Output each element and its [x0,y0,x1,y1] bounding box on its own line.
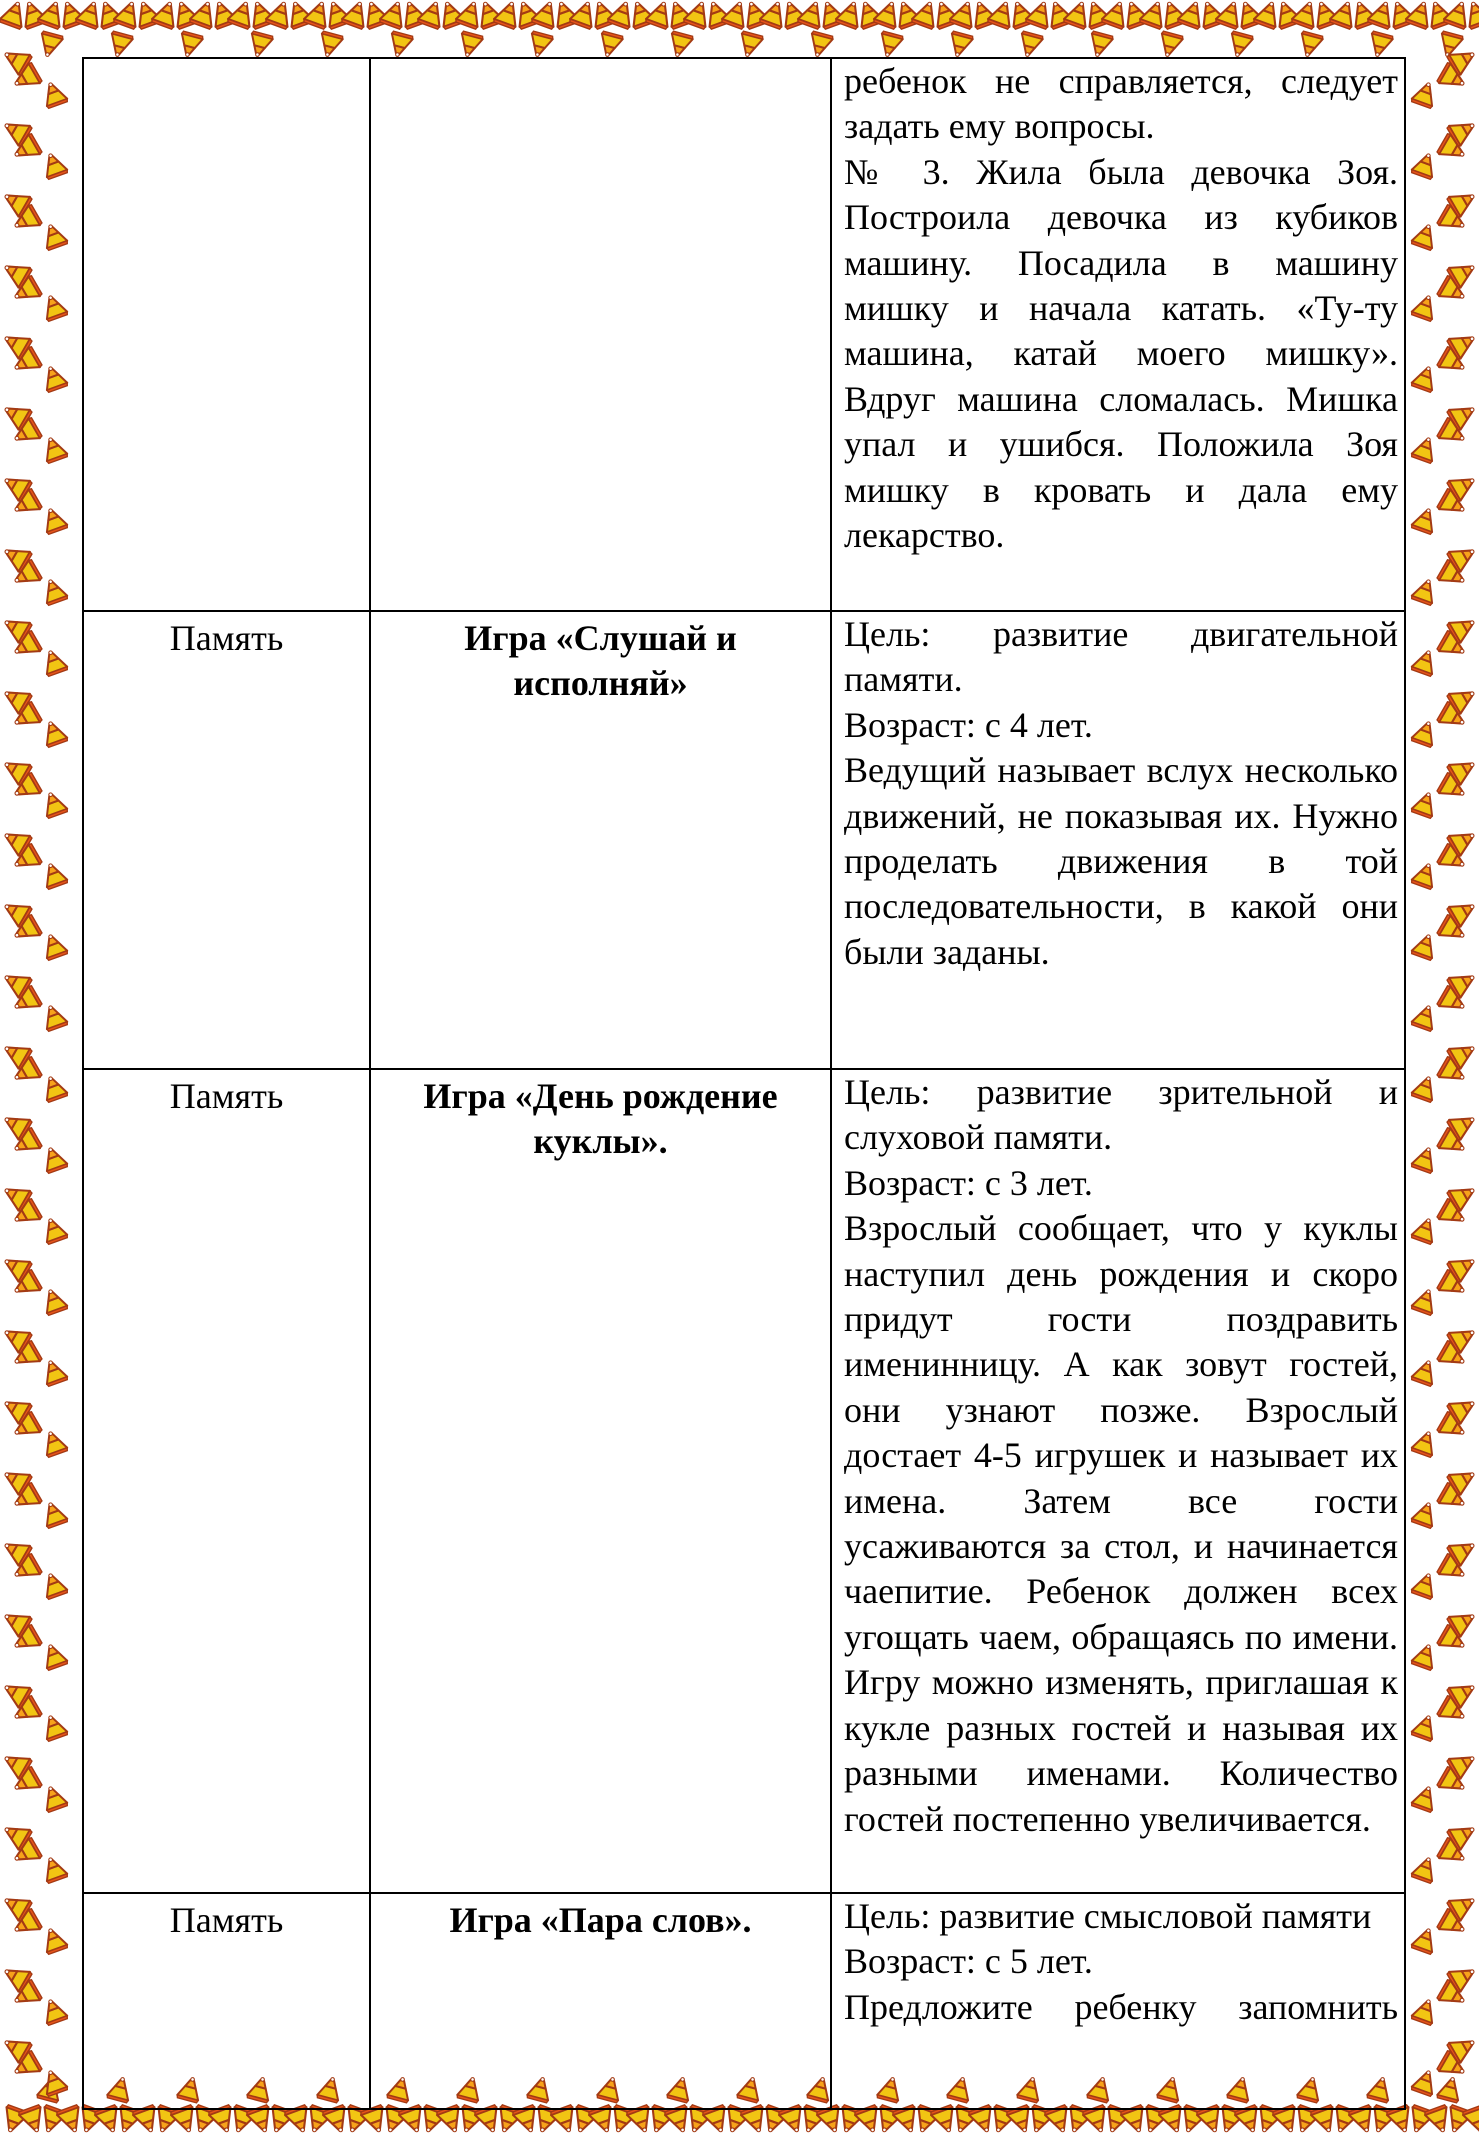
candy-corn-icon [667,31,694,59]
candy-corn-icon [1411,150,1439,179]
candy-corn-icon [40,1002,68,1031]
candy-corn-icon [645,0,675,30]
candy-corn-icon [40,79,68,108]
candy-corn-icon [683,0,713,30]
candy-corn-icon [341,0,371,30]
candy-corn-icon [1025,0,1055,30]
candy-corn-icon [387,31,414,59]
candy-corn-icon [40,1215,68,1244]
description-cell [831,1069,1405,1893]
candy-corn-icon [607,0,637,30]
candy-corn-icon [379,0,409,30]
candy-corn-icon [1424,2104,1454,2134]
category-cell: Память [83,611,370,1069]
candy-corn-icon [947,31,974,59]
candy-corn-icon [1411,1712,1439,1741]
game-cell: Игра «Пара слов». [370,1893,831,2109]
candy-corn-icon [177,31,204,59]
table-row [83,611,1405,1069]
candy-corn-icon [987,0,1017,30]
candy-corn-icon [1411,1286,1439,1315]
candy-corn-icon [40,789,68,818]
candy-corn-icon [1411,1499,1439,1528]
description-paragraph: Цель: развитие зрительной и слуховой памяти. [844,1072,1398,1158]
candy-corn-icon [737,31,764,59]
description-paragraph: Взрослый сообщает, что у куклы наступил день рождения и скоро придут гости поздравить именинницу. А как зовут гостей, они узнают позже. Взрослый достает 4-5 игрушек и называет их имена. Затем все гости усаживаются за стол, и начинается чаепитие. Ребенок должен всех угощать чаем, обращаясь по имени. Игру можно изменять, приглашая к кукле разных гостей и называя их разными именами. Количество гостей постепенно увеличивается. [844,1208,1398,1839]
candy-corn-icon [40,647,68,676]
candy-corn-icon [569,0,599,30]
candy-corn-icon [721,0,751,30]
candy-corn-icon [40,1286,68,1315]
candy-corn-icon [40,1499,68,1528]
candy-corn-icon [1411,576,1439,605]
candy-corn-icon [247,31,274,59]
candy-corn-icon [527,31,554,59]
candy-corn-icon [1411,1570,1439,1599]
candy-corn-icon [1411,1073,1439,1102]
description-paragraph: Цель: развитие смысловой памяти [844,1896,1372,1936]
candy-corn-icon [417,0,447,30]
candy-corn-icon [1411,1641,1439,1670]
candy-corn-icon [1253,0,1283,30]
candy-corn-icon [40,860,68,889]
game-cell: Игра «Слушай и исполняй» [370,611,831,1069]
description-paragraph: № 3. Жила была девочка Зоя. Построила девочка из кубиков машину. Посадила в машину мишку и начала катать. «Ту-ту машина, катай моего мишку». Вдруг машина сломалась. Мишка упал и ушибся. Положила Зоя мишку в кровать и дала ему лекарство. [844,151,1398,556]
candy-corn-icon [113,0,143,30]
candy-corn-icon [40,1357,68,1386]
table-row [83,58,1405,611]
candy-corn-icon [1177,0,1207,30]
candy-corn-icon [40,1854,68,1883]
candy-corn-icon [40,931,68,960]
category-cell [83,58,370,611]
candy-corn-icon [1297,31,1324,59]
candy-corn-icon [1063,0,1093,30]
candy-corn-icon [40,292,68,321]
description-paragraph: Возраст: с 4 лет. [844,704,1093,745]
candy-corn-icon [797,0,827,30]
category-cell: Память [83,1893,370,2109]
candy-corn-icon [40,1925,68,1954]
candy-corn-icon [455,0,485,30]
category-cell: Память [83,1069,370,1893]
description-cell [831,611,1405,1069]
candy-corn-icon [877,31,904,59]
candy-corn-icon [759,0,789,30]
candy-corn-icon [317,31,344,59]
candy-corn-icon [151,0,181,30]
candy-corn-icon [1411,860,1439,889]
candy-corn-icon [531,0,561,30]
candy-corn-icon [1411,221,1439,250]
candy-corn-icon [1411,1925,1439,1954]
candy-corn-icon [265,0,295,30]
candy-corn-icon [37,0,67,30]
description-paragraph: Цель: развитие двигательной памяти. [844,614,1398,700]
description-paragraph: Возраст: с 3 лет. [844,1162,1093,1203]
candy-corn-icon [1139,0,1169,30]
candy-corn-icon [40,1428,68,1457]
candy-corn-icon [1017,31,1044,59]
candy-corn-icon [1411,789,1439,818]
candy-corn-icon [1411,718,1439,747]
candy-corn-icon [873,0,903,30]
candy-corn-icon [40,363,68,392]
candy-corn-icon [0,0,29,30]
candy-corn-icon [493,0,523,30]
candy-corn-icon [1411,1428,1439,1457]
games-table [82,57,1406,2110]
description-paragraph: Предложите ребенку запомнить [844,1986,1398,2027]
candy-corn-icon [37,31,64,59]
candy-corn-icon [40,1073,68,1102]
candy-corn-icon [40,1641,68,1670]
table-row [83,1069,1405,1893]
candy-corn-icon [107,31,134,59]
candy-corn-icon [1227,31,1254,59]
game-cell [370,58,831,611]
description-paragraph: ребенок не справляется, следует задать ему вопросы. [844,61,1398,147]
candy-corn-icon [40,1996,68,2025]
candy-corn-icon [1087,31,1114,59]
candy-corn-icon [949,0,979,30]
candy-corn-icon [227,0,257,30]
candy-corn-icon [1437,2075,1464,2103]
description-paragraph: Ведущий называет вслух несколько движений, не показывая их. Нужно проделать движения в той последовательности, в какой они были заданы. [844,750,1398,972]
description-cell [831,58,1405,611]
candy-corn-icon [40,576,68,605]
candy-corn-icon [1411,79,1439,108]
candy-corn-icon [1411,2067,1439,2096]
candy-corn-icon [1291,0,1321,30]
candy-corn-icon [1411,931,1439,960]
candy-corn-icon [40,434,68,463]
candy-corn-icon [1329,0,1359,30]
candy-corn-icon [18,2104,48,2134]
candy-corn-icon [1411,1996,1439,2025]
candy-corn-icon [1367,31,1394,59]
candy-corn-icon [1367,0,1397,30]
candy-corn-icon [1411,1854,1439,1883]
candy-corn-icon [1411,1215,1439,1244]
candy-corn-icon [911,0,941,30]
candy-corn-icon [1411,363,1439,392]
candy-corn-icon [1411,1002,1439,1031]
candy-corn-icon [457,31,484,59]
candy-corn-icon [1411,292,1439,321]
candy-corn-icon [75,0,105,30]
table-row [83,1893,1405,2109]
candy-corn-icon [1411,434,1439,463]
candy-corn-icon [1443,0,1473,30]
candy-corn-icon [40,505,68,534]
candy-corn-icon [1157,31,1184,59]
candy-corn-icon [1405,0,1435,30]
candy-corn-icon [40,150,68,179]
candy-corn-icon [40,1783,68,1812]
candy-corn-icon [40,718,68,747]
candy-corn-icon [1411,1357,1439,1386]
candy-corn-icon [40,1570,68,1599]
candy-corn-icon [1411,1144,1439,1173]
candy-corn-icon [1411,647,1439,676]
candy-corn-icon [303,0,333,30]
description-paragraph: Возраст: с 5 лет. [844,1941,1093,1982]
candy-corn-icon [40,1144,68,1173]
description-cell [831,1893,1405,2109]
game-cell: Игра «День рождение куклы». [370,1069,831,1893]
candy-corn-icon [40,221,68,250]
candy-corn-icon [1411,505,1439,534]
candy-corn-icon [597,31,624,59]
candy-corn-icon [40,1712,68,1741]
candy-corn-icon [1215,0,1245,30]
candy-corn-icon [835,0,865,30]
candy-corn-icon [189,0,219,30]
candy-corn-icon [1101,0,1131,30]
candy-corn-icon [1411,1783,1439,1812]
candy-corn-icon [807,31,834,59]
